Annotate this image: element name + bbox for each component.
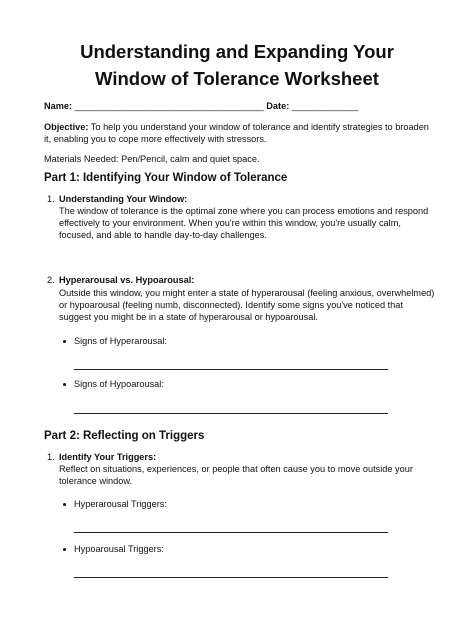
hyperarousal-signs-label: Signs of Hyperarousal: — [74, 336, 167, 346]
hypoarousal-signs-label: Signs of Hypoarousal: — [74, 379, 164, 389]
date-label: Date: — [266, 101, 290, 111]
hyperarousal-triggers-label: Hyperarousal Triggers: — [74, 499, 167, 509]
part1-item1-line2: effectively to your environment. When you're within this window, you're usually calm, — [59, 218, 401, 228]
part1-item2-line1: Outside this window, you might enter a state of hyperarousal (feeling anxious, overwhelmed) — [59, 288, 435, 298]
hypoarousal-triggers-answer-line[interactable] — [74, 577, 388, 578]
objective-text-1: To help you understand your window of tolerance and identify strategies to broaden — [88, 122, 429, 132]
part1-item1-line1: The window of tolerance is the optimal zone where you can process emotions and respond — [59, 206, 429, 216]
part2-item1-line2: tolerance window. — [59, 476, 133, 486]
title-line-1: Understanding and Expanding Your — [80, 41, 394, 62]
part2-item1-heading: Identify Your Triggers: — [59, 452, 157, 462]
part1-item1-line3: focused, and able to handle day-to-day challenges. — [59, 230, 267, 240]
hypoarousal-triggers-label: Hypoarousal Triggers: — [74, 544, 164, 554]
part2-item1-line1: Reflect on situations, experiences, or people that often cause you to move outside your — [59, 464, 413, 474]
part1-item2-number: 2. — [47, 275, 55, 285]
name-label: Name: — [44, 101, 73, 111]
objective-line-2: it, enabling you to cope more effectively with stressors. — [44, 134, 267, 144]
objective-label: Objective: — [44, 122, 89, 132]
part2-item1-number: 1. — [47, 452, 55, 462]
hyperarousal-triggers-answer-line[interactable] — [74, 532, 388, 533]
part1-item1-number: 1. — [47, 194, 55, 204]
date-blank[interactable]: _____________ — [291, 101, 359, 111]
hypoarousal-signs-answer-line[interactable] — [74, 413, 388, 414]
part1-item2-line2: or hypoarousal (feeling numb, disconnected). Identify some signs you've noticed that — [59, 300, 403, 310]
objective-line-1 — [44, 121, 429, 134]
name-date-row — [44, 100, 358, 113]
part1-item2-line3: suggest you might be in a state of hyperarousal or hypoarousal. — [59, 312, 318, 322]
worksheet-title — [0, 38, 474, 92]
hyperarousal-signs-answer-line[interactable] — [74, 369, 388, 370]
part2-heading: Part 2: Reflecting on Triggers — [44, 430, 205, 442]
title-line-2: Window of Tolerance Worksheet — [95, 68, 379, 89]
part1-item2-heading: Hyperarousal vs. Hypoarousal: — [59, 275, 195, 285]
name-blank[interactable]: _____________________________________ — [74, 101, 264, 111]
part1-heading: Part 1: Identifying Your Window of Tolerance — [44, 172, 288, 184]
part1-item1-heading: Understanding Your Window: — [59, 194, 188, 204]
materials-needed: Materials Needed: Pen/Pencil, calm and quiet space. — [44, 154, 260, 164]
